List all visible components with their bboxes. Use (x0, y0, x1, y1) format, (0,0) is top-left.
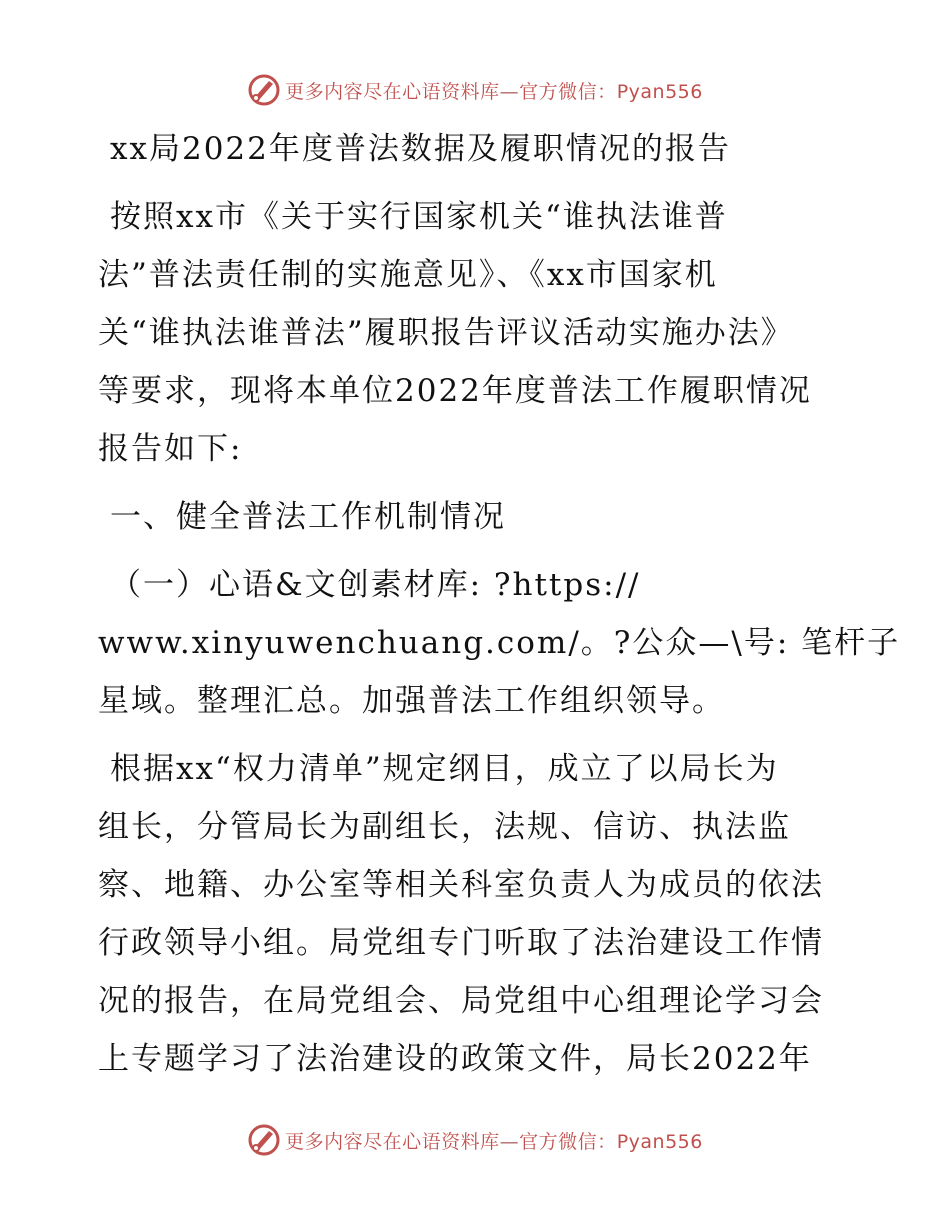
paragraph-line: 报告如下: (98, 431, 243, 467)
paragraph-line: 组长，分管局长为副组长，法规、信访、执法监 (98, 809, 791, 845)
paragraph-line: 察、地籍、办公室等相关科室负责人为成员的依法 (98, 867, 824, 903)
footer-watermark (0, 1120, 950, 1160)
paragraph-line: 星域。整理汇总。加强普法工作组织领导。 (98, 683, 725, 719)
paragraph-line: 按照xx市《关于实行国家机关“谁执法谁普 (110, 199, 728, 235)
header-watermark (0, 70, 950, 110)
paragraph-line: 况的报告，在局党组会、局党组中心组理论学习会 (98, 983, 824, 1019)
watermark-text: 更多内容尽在心语资料库—官方微信：Pyan556 (285, 80, 703, 103)
section-heading: 一、健全普法工作机制情况 (110, 499, 506, 535)
paragraph-line: 根据xx“权力清单”规定纲目，成立了以局长为 (110, 751, 779, 787)
paragraph-line: www.xinyuwenchuang.com/。?公众—\号: 笔杆子 (98, 625, 901, 661)
paragraph-line: 上专题学习了法治建设的政策文件，局长2022年 (98, 1041, 812, 1077)
paragraph-3 (98, 740, 858, 1088)
paragraph-line: 等要求，现将本单位2022年度普法工作履职情况 (98, 373, 812, 409)
document-body (98, 120, 901, 1088)
document-title: xx局2022年度普法数据及履职情况的报告 (110, 131, 731, 167)
watermark-text: 更多内容尽在心语资料库—官方微信：Pyan556 (285, 1130, 703, 1153)
paragraph-1 (98, 188, 858, 478)
brush-circle-logo-icon (247, 1123, 281, 1157)
brush-circle-logo-icon (247, 73, 281, 107)
paragraph-2 (98, 556, 901, 730)
paragraph-line: 行政领导小组。局党组专门听取了法治建设工作情 (98, 925, 824, 961)
paragraph-line: 关“谁执法谁普法”履职报告评议活动实施办法》 (98, 315, 794, 351)
paragraph-line: （一）心语&文创素材库: ?https:// (110, 567, 641, 603)
paragraph-line: 法”普法责任制的实施意见》、《xx市国家机 (98, 257, 718, 293)
